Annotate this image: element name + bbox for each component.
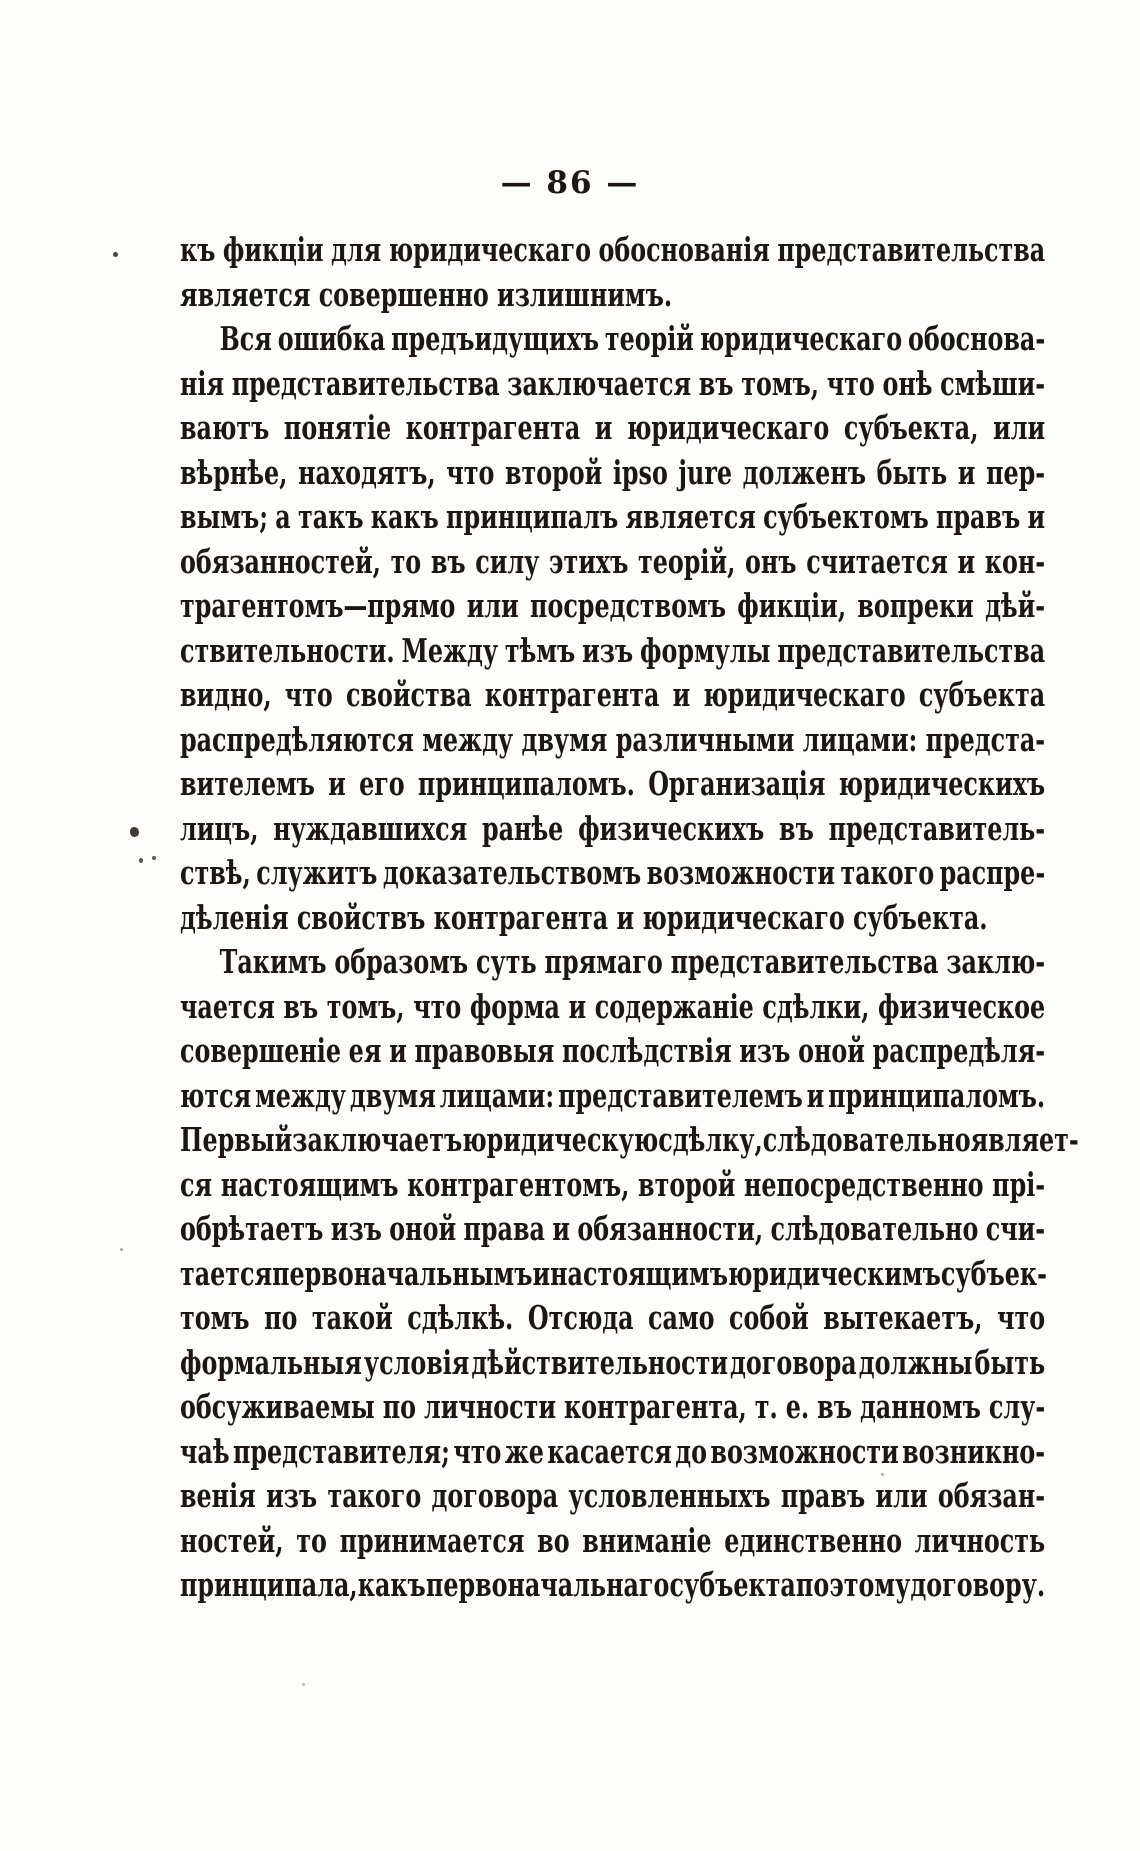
word: Первый <box>180 1120 293 1159</box>
word: обсуживаемы <box>180 1387 375 1426</box>
word: обязанностей, <box>180 541 381 581</box>
word: и <box>389 1031 407 1070</box>
word: вытекаетъ, <box>823 1298 983 1337</box>
word: само <box>648 1298 715 1337</box>
word: и <box>806 1075 825 1115</box>
word: изъ <box>266 1476 318 1515</box>
word: ностей, <box>180 1520 284 1560</box>
word: видно, <box>180 675 272 714</box>
word: долженъ <box>742 452 866 492</box>
word: Вся <box>219 319 272 358</box>
word: контрагента, <box>563 1387 747 1426</box>
word: представительства <box>777 230 1046 269</box>
word: вителемъ <box>180 764 315 803</box>
word: этому <box>829 1565 911 1604</box>
word: нуждавшихся <box>273 808 468 848</box>
word: условленныхъ <box>568 1476 771 1515</box>
word: томъ, <box>326 986 405 1026</box>
word: считается <box>806 541 948 581</box>
word: ются <box>180 1075 252 1115</box>
word: или <box>875 1476 928 1515</box>
word: что <box>413 986 462 1026</box>
word: суть <box>476 942 537 981</box>
word: оной <box>389 1209 457 1248</box>
page-header <box>0 166 1140 200</box>
word: ся <box>180 1164 213 1204</box>
word: второй <box>504 452 603 492</box>
word: личность <box>914 1520 1046 1560</box>
word: возникно- <box>902 1431 1046 1471</box>
word: возможности <box>710 1431 899 1471</box>
text-line-15 <box>180 851 1045 896</box>
word: венія <box>180 1476 256 1515</box>
text-line-3 <box>180 317 1045 362</box>
word: этихъ <box>549 541 629 581</box>
word: возможности <box>646 853 835 892</box>
word: форма <box>469 986 560 1026</box>
word: юридическую <box>462 1120 659 1159</box>
word: по <box>264 1298 298 1337</box>
word: служитъ <box>256 853 378 892</box>
text-line-4 <box>180 362 1045 407</box>
text-line-7 <box>180 495 1045 540</box>
word: договора <box>730 1342 857 1382</box>
text-line-6 <box>180 451 1045 496</box>
word: смѣши- <box>940 363 1046 403</box>
word: и <box>552 1209 570 1248</box>
word: представителемъ <box>558 1075 803 1115</box>
word: что <box>446 452 495 492</box>
word: фикціи <box>222 230 324 269</box>
word: кон- <box>984 541 1046 581</box>
word: тѣмъ <box>504 630 576 670</box>
word: jure <box>678 452 733 492</box>
word: что <box>997 1298 1046 1337</box>
word: условія <box>363 1342 470 1382</box>
word: между <box>422 719 514 759</box>
word: фикціи, <box>737 586 847 625</box>
word: такъ <box>297 497 364 536</box>
scan-speck <box>139 858 143 863</box>
text-line-24 <box>180 1252 1045 1297</box>
text-line-29 <box>180 1474 1045 1519</box>
word: онъ <box>745 541 797 581</box>
word: контрагента <box>484 675 660 714</box>
word: вѣрнѣе, <box>180 452 288 492</box>
word: распредѣляются <box>180 719 414 759</box>
text-line-10 <box>180 629 1045 674</box>
text-line-1 <box>180 228 1045 273</box>
word: теорій, <box>638 541 736 581</box>
word: слѣдовательно <box>770 1209 979 1248</box>
word: Между <box>401 630 499 670</box>
word: собой <box>729 1298 809 1337</box>
text-line-25 <box>180 1296 1045 1341</box>
text-line-12 <box>180 718 1045 763</box>
text-line-23 <box>180 1207 1045 1252</box>
word: понятіе <box>283 408 392 447</box>
word: и <box>957 541 976 581</box>
word: ошибка <box>277 319 386 358</box>
word: въ <box>430 541 466 581</box>
word: такого <box>840 853 935 892</box>
word: къ <box>180 230 216 269</box>
word: быть <box>876 452 948 492</box>
text-line-27 <box>180 1385 1045 1430</box>
word: трагентомъ—прямо <box>180 586 456 625</box>
word: принципаломъ. <box>828 1075 1046 1115</box>
word: въ <box>283 986 319 1026</box>
word: обрѣтаетъ <box>180 1209 324 1248</box>
word: субъекта, <box>843 408 979 447</box>
word: лицами: <box>439 1075 555 1115</box>
word: личности <box>423 1387 556 1426</box>
word: контрагента <box>405 408 581 447</box>
word: и <box>1027 497 1046 536</box>
word: слѣдовательно <box>762 1120 971 1159</box>
word: субъекта <box>918 675 1046 714</box>
text-line-13 <box>180 762 1045 807</box>
word: сдѣлки, <box>762 986 870 1026</box>
word: юридическаго <box>699 319 903 358</box>
text-line-9 <box>180 584 1045 629</box>
text-line-26 <box>180 1341 1045 1386</box>
word: ствѣ, <box>180 853 251 892</box>
word: ранѣе <box>481 808 564 848</box>
word: заключается <box>507 363 692 403</box>
word: въ <box>779 808 814 848</box>
word: что <box>453 1431 502 1471</box>
word: прямаго <box>544 942 663 981</box>
word: по <box>795 1565 830 1604</box>
word: томъ, <box>741 363 820 403</box>
word: непосредственно <box>743 1164 984 1204</box>
word: силу <box>475 541 540 581</box>
word: доказательствомъ <box>382 853 642 892</box>
word: то <box>390 541 422 581</box>
word: послѣдствія <box>562 1031 732 1070</box>
word: для <box>330 230 382 269</box>
word: различными <box>615 719 795 759</box>
text-line-18 <box>180 985 1045 1030</box>
word: является <box>625 497 756 536</box>
word: въ <box>698 363 734 403</box>
word: представительства <box>231 363 500 403</box>
word: и <box>568 986 587 1026</box>
word: вниманіе <box>582 1520 712 1560</box>
word: въ <box>817 1387 852 1426</box>
text-line-22 <box>180 1163 1045 1208</box>
word: образомъ <box>334 942 469 981</box>
word: контрагентомъ, <box>407 1164 630 1204</box>
text-line-28 <box>180 1430 1045 1475</box>
text-line-8 <box>180 540 1045 585</box>
word: пер- <box>986 452 1046 492</box>
word: правъ <box>780 1476 866 1515</box>
word: до <box>675 1431 707 1471</box>
word: и <box>957 452 976 492</box>
word: слу- <box>988 1387 1046 1426</box>
word: содержаніе <box>594 986 754 1026</box>
word: его <box>359 764 405 803</box>
scan-speck <box>113 252 118 257</box>
word: ipso <box>612 452 668 492</box>
word: обоснованія <box>598 230 770 269</box>
word: юридическимъ <box>727 1253 941 1293</box>
word: предъидущихъ <box>391 319 600 358</box>
word: лицами: <box>802 719 918 759</box>
word: онѣ <box>882 363 933 403</box>
word: прі- <box>992 1164 1046 1204</box>
word: юридическаго <box>388 230 591 269</box>
word: правовыя <box>414 1031 555 1070</box>
word: сдѣлку, <box>658 1120 763 1159</box>
word: по <box>382 1387 417 1426</box>
text-line-5 <box>180 406 1045 451</box>
text-line-30 <box>180 1519 1045 1564</box>
text-line-20 <box>180 1074 1045 1119</box>
word: и <box>672 675 691 714</box>
word: формальныя <box>180 1342 362 1382</box>
word: и <box>532 1253 551 1293</box>
text-line-21 <box>180 1118 1079 1163</box>
word: первоначальнаго <box>425 1565 670 1604</box>
word: обязан- <box>937 1476 1046 1515</box>
word: настоящимъ <box>220 1164 399 1204</box>
word: между <box>255 1075 347 1115</box>
word: обоснова- <box>907 319 1046 358</box>
word: и <box>594 408 613 447</box>
word: первоначальнымъ <box>272 1253 533 1293</box>
word: дѣйствительности <box>471 1342 729 1382</box>
word: договору. <box>910 1565 1046 1604</box>
text-line-14 <box>180 807 1045 852</box>
word: права <box>463 1209 545 1248</box>
word: Такимъ <box>219 942 327 981</box>
word: двумя <box>349 1075 436 1115</box>
word: что <box>826 363 875 403</box>
word: формулы <box>640 630 771 670</box>
word: физическое <box>877 986 1046 1026</box>
word: заключаетъ <box>292 1120 463 1159</box>
word: быть <box>974 1342 1046 1382</box>
word: ствительности. <box>180 630 395 670</box>
word: заклю- <box>946 942 1046 981</box>
text-line-19 <box>180 1029 1045 1074</box>
word: совершеніе <box>180 1031 341 1070</box>
word: Отсюда <box>527 1298 634 1337</box>
word: изъ <box>330 1209 382 1248</box>
word: представительства <box>670 942 939 981</box>
word: посредствомъ <box>530 586 726 625</box>
word: субъектомъ <box>763 497 929 536</box>
word: договора <box>431 1476 559 1515</box>
word: данномъ <box>859 1387 981 1426</box>
scan-speck <box>130 827 139 837</box>
word: юридическаго <box>703 675 906 714</box>
text-line-2: является совершенно излишнимъ. <box>180 274 673 314</box>
word: какъ <box>370 497 439 536</box>
word: представительства <box>777 630 1046 670</box>
word: правъ <box>936 497 1021 536</box>
scan-speck <box>120 1248 123 1251</box>
word: чаѣ <box>180 1431 230 1471</box>
text-line-11 <box>180 673 1045 718</box>
word: чается <box>180 986 275 1026</box>
word: второй <box>638 1164 736 1204</box>
word: изъ <box>739 1031 791 1070</box>
word: что <box>284 675 333 714</box>
word: единственно <box>724 1520 902 1560</box>
word: изъ <box>582 630 634 670</box>
word: вымъ; <box>180 497 269 536</box>
scan-speck <box>302 1683 305 1686</box>
text-line-17 <box>180 940 1045 985</box>
word: какъ <box>357 1565 426 1604</box>
word: обязанности, <box>577 1209 764 1248</box>
body-text-block <box>180 228 1079 1608</box>
word: е. <box>785 1387 810 1426</box>
word: нія <box>180 363 225 403</box>
word: и <box>328 764 346 803</box>
word: же <box>504 1431 544 1471</box>
word: юридическихъ <box>838 764 1046 803</box>
word: находятъ, <box>298 452 436 492</box>
word: настоящимъ <box>550 1253 728 1293</box>
word: касается <box>547 1431 672 1471</box>
word: распре- <box>939 853 1046 892</box>
word: предста- <box>925 719 1046 759</box>
word: или <box>993 408 1046 447</box>
scan-speck <box>881 1473 884 1476</box>
word: являет- <box>970 1120 1079 1159</box>
word: субъек- <box>940 1253 1047 1293</box>
word: ваютъ <box>180 408 270 447</box>
word: лицъ, <box>180 808 259 848</box>
word: или <box>466 586 519 625</box>
word: теорій <box>604 319 694 358</box>
word: свойства <box>345 675 472 714</box>
word: такой <box>311 1298 393 1337</box>
word: дѣй- <box>985 586 1046 625</box>
word: т. <box>754 1387 778 1426</box>
word: представителя; <box>232 1431 450 1471</box>
text-line-16: дѣленія свойствъ контрагента и юридическаго субъекта. <box>180 897 988 937</box>
word: субъекта <box>669 1565 796 1604</box>
word: представитель- <box>828 808 1046 848</box>
word: а <box>275 497 291 536</box>
word: Организація <box>648 764 826 803</box>
word: такого <box>327 1476 422 1515</box>
word: принимается <box>339 1520 525 1560</box>
text-line-31 <box>180 1563 1045 1608</box>
word: должны <box>858 1342 973 1382</box>
scan-speck <box>152 856 156 860</box>
word: физическихъ <box>578 808 765 848</box>
word: томъ <box>180 1298 250 1337</box>
word: сдѣлкѣ. <box>407 1298 514 1337</box>
scan-speck <box>947 345 950 348</box>
word: тается <box>180 1253 273 1293</box>
word: ея <box>348 1031 382 1070</box>
word: юридическаго <box>627 408 830 447</box>
word: распредѣля- <box>872 1031 1046 1070</box>
word: двумя <box>521 719 608 759</box>
word: принципалъ <box>446 497 619 536</box>
word: то <box>296 1520 327 1560</box>
word: принципала, <box>180 1565 358 1604</box>
word: во <box>537 1520 570 1560</box>
word: вопреки <box>857 586 974 625</box>
word: оной <box>798 1031 865 1070</box>
word: принципаломъ. <box>417 764 635 803</box>
word: счи- <box>985 1209 1046 1248</box>
page-number: — 86 — <box>500 165 640 201</box>
